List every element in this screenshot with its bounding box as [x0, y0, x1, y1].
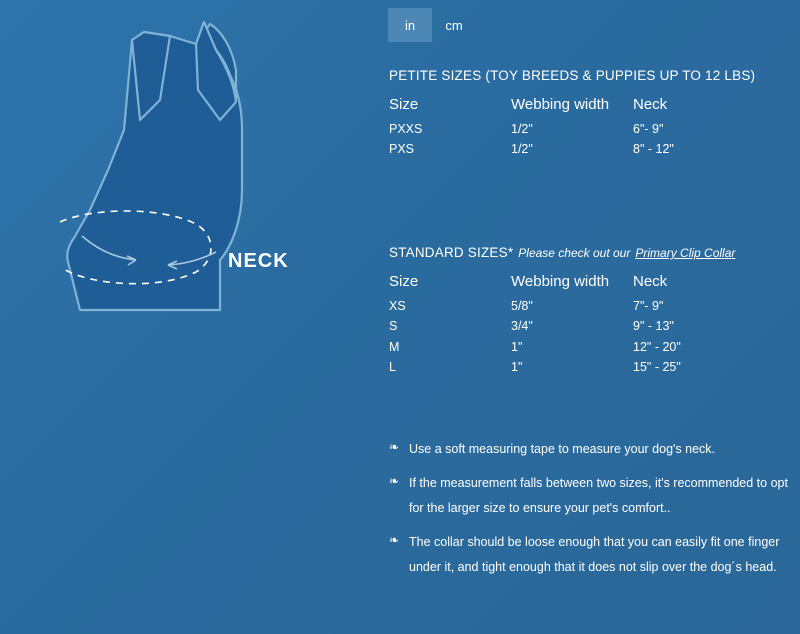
petite-sizes-heading: PETITE SIZES (TOY BREEDS & PUPPIES UP TO 12 LBS)	[389, 68, 756, 83]
cell-neck: 9" - 13"	[633, 319, 674, 334]
column-header-neck: Neck	[633, 96, 668, 113]
tip-text: The collar should be loose enough that you can easily fit one finger under it, and tight enough that it does not slip over the dog´s head.	[409, 535, 780, 574]
column-header-size: Size	[389, 96, 419, 113]
table-row	[389, 337, 799, 357]
cell-neck: 8" - 12"	[633, 142, 674, 157]
cell-webbing-width: 5/8"	[511, 299, 533, 314]
cell-webbing-width: 1"	[511, 339, 523, 354]
cell-webbing-width: 1"	[511, 359, 523, 374]
table-row	[389, 139, 799, 159]
column-header-neck: Neck	[633, 273, 668, 290]
neck-label: NECK	[228, 250, 289, 272]
paw-icon: ❧	[389, 440, 400, 454]
cell-webbing-width: 1/2"	[511, 122, 533, 137]
table-row	[389, 357, 799, 377]
column-header-size: Size	[389, 273, 419, 290]
petite-sizes-table-wrap	[389, 96, 799, 160]
petite-sizes-table	[389, 96, 799, 160]
table-header-row	[389, 96, 799, 119]
paw-icon: ❧	[389, 474, 400, 489]
unit-option-in[interactable]: in	[388, 8, 432, 42]
cell-size: S	[389, 319, 398, 334]
unit-option-cm[interactable]: cm	[432, 8, 476, 42]
standard-sizes-note: Please check out our	[518, 246, 631, 260]
column-header-webbing-width: Webbing width	[511, 96, 610, 113]
cell-size: XS	[389, 299, 406, 314]
list-item	[389, 437, 797, 461]
list-item	[389, 530, 797, 579]
cell-webbing-width: 3/4"	[511, 319, 533, 334]
unit-toggle[interactable]	[388, 8, 476, 42]
measuring-tips-list	[389, 437, 797, 589]
cell-neck: 15" - 25"	[633, 359, 681, 374]
dog-head-illustration	[20, 10, 280, 330]
list-item	[389, 471, 797, 520]
standard-sizes-table-wrap	[389, 273, 799, 377]
cell-size: L	[389, 359, 396, 374]
cell-neck: 6"- 9"	[633, 122, 664, 137]
cell-neck: 12" - 20"	[633, 339, 681, 354]
table-row	[389, 316, 799, 336]
standard-sizes-heading-row	[389, 245, 735, 260]
table-header-row	[389, 273, 799, 296]
cell-size: PXXS	[389, 122, 423, 137]
standard-sizes-table	[389, 273, 799, 377]
table-row	[389, 119, 799, 139]
cell-size: M	[389, 339, 400, 354]
standard-sizes-heading: STANDARD SIZES*	[389, 245, 514, 260]
tip-text: Use a soft measuring tape to measure your dog's neck.	[409, 442, 716, 456]
cell-neck: 7"- 9"	[633, 299, 664, 314]
paw-icon: ❧	[389, 533, 400, 548]
tip-text: If the measurement falls between two sizes, it's recommended to opt for the larger size to ensure your pet's comfort..	[409, 476, 788, 515]
cell-webbing-width: 1/2"	[511, 142, 533, 157]
table-row	[389, 296, 799, 316]
dog-illustration-panel	[0, 0, 380, 634]
cell-size: PXS	[389, 142, 415, 157]
size-info-panel	[388, 0, 800, 634]
primary-clip-collar-link[interactable]: Primary Clip Collar	[635, 246, 736, 260]
column-header-webbing-width: Webbing width	[511, 273, 610, 290]
